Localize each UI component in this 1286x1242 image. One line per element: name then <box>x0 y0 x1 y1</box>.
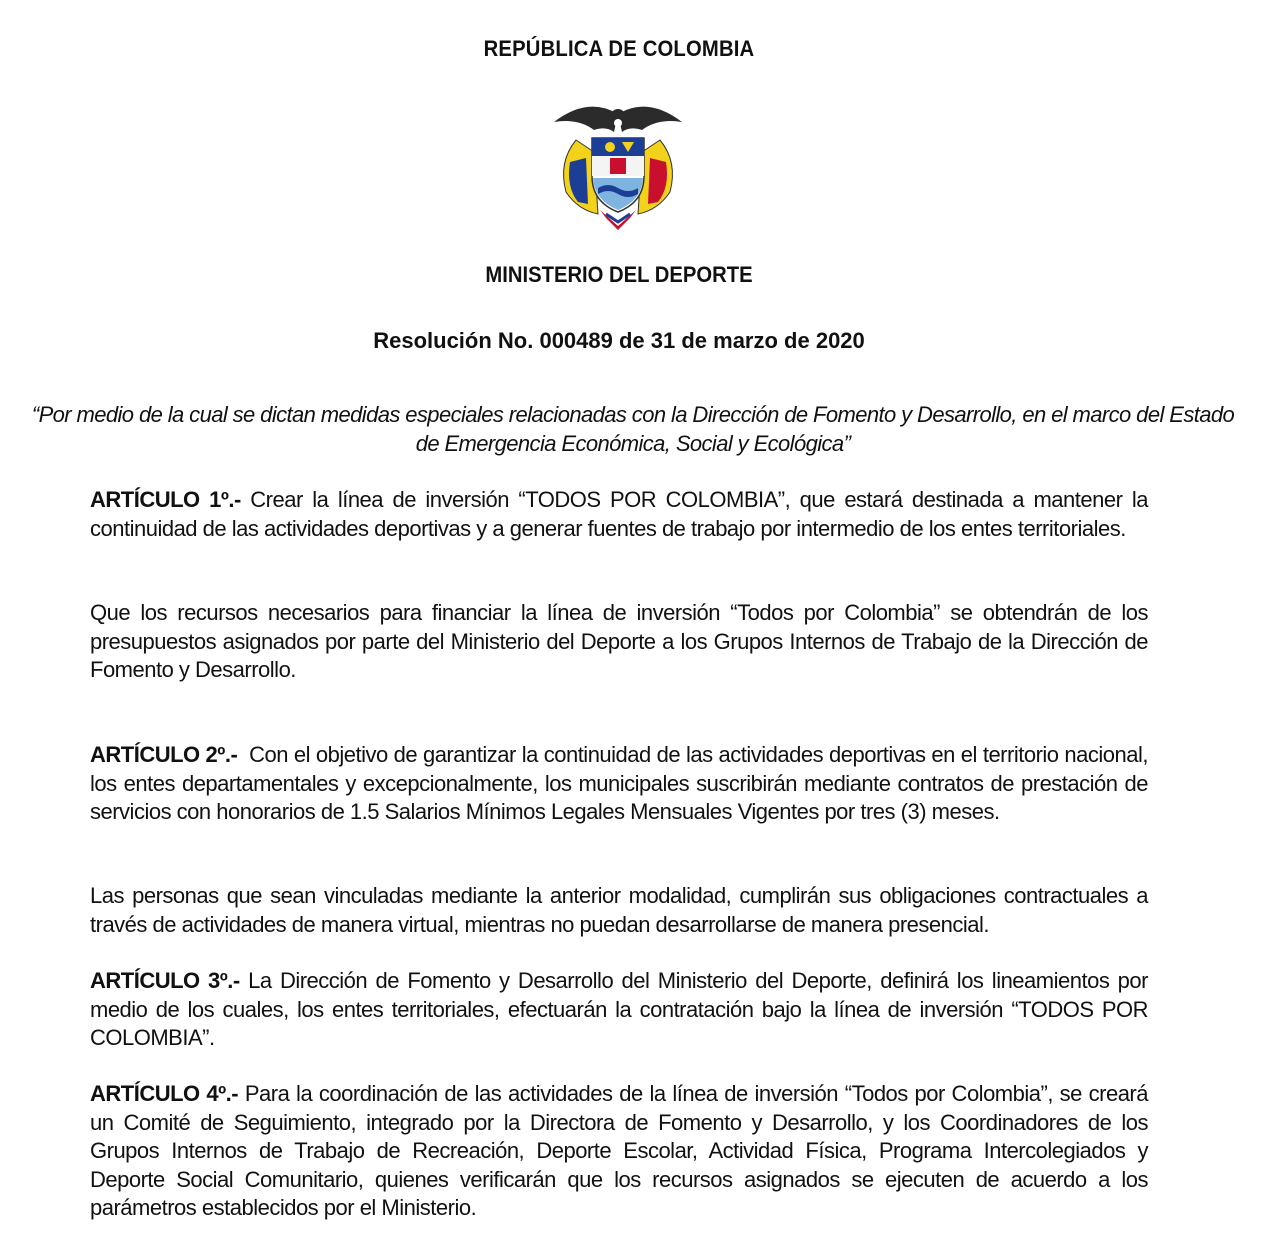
article-3-text: La Dirección de Fomento y Desarrollo del Ministerio del Deporte, definirá los lineamientos por medio de los cuales, los entes territoriales, efectuarán la contratación bajo la línea de inversión “TODOS POR COLOMBIA”. <box>90 968 1148 1050</box>
article-3-label: ARTÍCULO 3º.- <box>90 968 240 993</box>
article-4-text: Para la coordinación de las actividades de la línea de inversión “Todos por Colombia”, se creará un Comité de Seguimiento, integrado por la Directora de Fomento y Desarrollo, y los Coordinadores de los Grupos Internos de Trabajo de Recreación, Deporte Escolar, Actividad Física, Programa Intercolegiados y Deporte Social Comunitario, quienes verificarán que los recursos asignados se ejecuten de acuerdo a los parámetros establecidos por el Ministerio. <box>90 1081 1148 1220</box>
article-3 <box>90 967 1148 1053</box>
article-4-label: ARTÍCULO 4º.- <box>90 1081 239 1106</box>
article-2-paragraph-2: Las personas que sean vinculadas mediante la anterior modalidad, cumplirán sus obligaciones contractuales a través de actividades de manera virtual, mientras no puedan desarrollarse de manera presencial. <box>90 883 1148 937</box>
country-heading: REPÚBLICA DE COLOMBIA <box>483 36 755 61</box>
article-1 <box>90 486 1148 543</box>
article-2-label: ARTÍCULO 2º.- <box>90 742 238 767</box>
resolution-title: Resolución No. 000489 de 31 de marzo de 2020 <box>373 328 865 353</box>
article-1-paragraph-2: Que los recursos necesarios para financiar la línea de inversión “Todos por Colombia” se obtendrán de los presupuestos asignados por parte del Ministerio del Deporte a los Grupos Internos de Trabajo de la Dirección de Fomento y Desarrollo. <box>90 600 1148 682</box>
article-2 <box>90 741 1154 827</box>
article-1-text: Crear la línea de inversión “TODOS POR COLOMBIA”, que estará destinada a mantener la continuidad de las actividades deportivas y a generar fuentes de trabajo por intermedio de los entes territoriales. <box>90 487 1148 541</box>
coat-of-arms-icon <box>548 92 688 232</box>
article-1-label: ARTÍCULO 1º.- <box>90 487 241 512</box>
ministry-heading: MINISTERIO DEL DEPORTE <box>485 262 753 287</box>
resolution-subtitle: “Por medio de la cual se dictan medidas especiales relacionadas con la Dirección de Fomento y Desarrollo, en el marco del Estado de Emergencia Económica, Social y Ecológica” <box>31 402 1235 456</box>
article-2-text: Con el objetivo de garantizar la continuidad de las actividades deportivas en el territorio nacional, los entes departamentales y excepcionalmente, los municipales suscribirán mediante contratos de prestación de servicios con honorarios de 1.5 Salarios Mínimos Legales Mensuales Vigentes por tres (3) meses. <box>90 742 1154 824</box>
article-4 <box>90 1080 1148 1223</box>
